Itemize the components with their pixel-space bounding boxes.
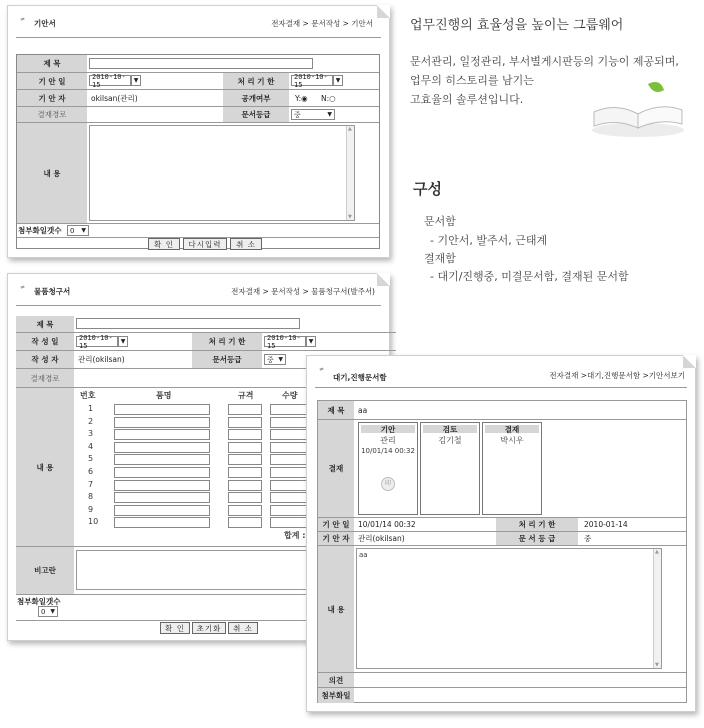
view-body-value: aa bbox=[359, 551, 368, 559]
order-route-label: 결재경로 bbox=[16, 369, 74, 387]
order-row-spec-input[interactable] bbox=[228, 442, 262, 453]
intro-section-2: 결재함 bbox=[424, 252, 456, 265]
order-panel: ≠ 물품청구서 전자결재 > 문서작성 > 물품청구서(발주서) 제 목 작 성 일 2010-10-15 ▼ 처 리 기 한 2010-10-15 ▼ 작 성 자 관리(okilsan) 문서등급 중 ▼ 결재경로 내 용 번호 품명 규격 수량 1 2 3 4 5 6 7 8 9 10 합계 : 비고란 첨부화일갯수 0 ▼ 확 인 초기화 취 소 bbox=[7, 273, 390, 641]
draft-grade-label: 문서등급 bbox=[223, 107, 289, 122]
approval-head-1: 기안 bbox=[361, 425, 415, 433]
approval-date-1: 10/01/14 00:32 bbox=[361, 447, 415, 455]
order-row-spec-input[interactable] bbox=[228, 429, 262, 440]
view-body-label: 내 용 bbox=[318, 546, 354, 672]
order-row-name-input[interactable] bbox=[114, 454, 210, 465]
view-subject-value: aa bbox=[358, 405, 368, 415]
draft-title: 기안서 bbox=[34, 19, 56, 28]
order-row-qty-input[interactable] bbox=[270, 492, 310, 503]
intro-item-2: - 대기/진행중, 미결문서함, 결재된 문서함 bbox=[430, 270, 629, 283]
order-attach-value: 0 bbox=[41, 607, 46, 616]
draft-panel: ≠ 기안서 전자결재 > 문서작성 > 기안서 제 목 기 안 일 2010-10-15 ▼ 처 리 기 한 2010-10-15 ▼ 기 안 자 okilsan(관리) 공개여부 Y: ◉ N: ○ 결재경로 문서등급 중 ▼ 내 용 ▲ ▼ 첨부화일갯수 0 ▼ 확 인 다시입력 취 소 bbox=[7, 5, 390, 258]
order-row-spec-input[interactable] bbox=[228, 454, 262, 465]
order-row-number: 3 bbox=[88, 429, 94, 439]
order-row-qty-input[interactable] bbox=[270, 517, 310, 528]
draft-reenter-button[interactable]: 다시입력 bbox=[183, 238, 227, 250]
order-row-number: 10 bbox=[88, 517, 99, 527]
order-body-label: 내 용 bbox=[16, 388, 74, 546]
draft-ok-button[interactable]: 확 인 bbox=[148, 238, 180, 250]
draft-form bbox=[16, 54, 380, 249]
order-row-number: 9 bbox=[88, 504, 94, 514]
order-row-spec-input[interactable] bbox=[228, 505, 262, 516]
approval-head-2: 검토 bbox=[423, 425, 477, 433]
draft-grade-select[interactable]: 중 ▼ bbox=[291, 109, 335, 120]
draft-public-n[interactable]: N: ○ bbox=[321, 93, 336, 103]
order-subject-input[interactable] bbox=[76, 318, 300, 329]
order-deadline-dropdown[interactable]: ▼ bbox=[306, 336, 316, 347]
order-row-spec-input[interactable] bbox=[228, 517, 262, 528]
order-deadline-input[interactable]: 2010-10-15 bbox=[264, 336, 306, 347]
order-row-qty-input[interactable] bbox=[270, 417, 310, 428]
order-breadcrumb: 전자결재 > 문서작성 > 물품청구서(발주서) bbox=[231, 287, 375, 296]
draft-author-value: okilsan(관리) bbox=[91, 93, 138, 103]
order-row-name-input[interactable] bbox=[114, 492, 210, 503]
order-row-qty-input[interactable] bbox=[270, 480, 310, 491]
view-grade-value: 중 bbox=[584, 534, 592, 543]
draft-date-input[interactable]: 2010-10-15 bbox=[89, 75, 131, 86]
view-deadline-value: 2010-01-14 bbox=[584, 520, 628, 529]
order-row-qty-input[interactable] bbox=[270, 505, 310, 516]
draft-deadline-input[interactable]: 2010-10-15 bbox=[291, 75, 333, 86]
order-deadline-label: 처 리 기 한 bbox=[192, 333, 262, 350]
view-date-label: 기 안 일 bbox=[318, 518, 354, 531]
order-col-qty: 수량 bbox=[282, 391, 298, 400]
order-row-name-input[interactable] bbox=[114, 467, 210, 478]
approval-box-3 bbox=[482, 422, 542, 515]
order-cancel-button[interactable]: 취 소 bbox=[228, 622, 258, 634]
draft-route-label: 결재경로 bbox=[17, 107, 87, 122]
view-title: 대기,진행문서함 bbox=[333, 373, 387, 382]
approval-name-1: 관리 bbox=[380, 436, 396, 445]
order-subject-label: 제 목 bbox=[16, 316, 74, 332]
view-author-value: 관리(okilsan) bbox=[358, 534, 405, 543]
order-ok-button[interactable]: 확 인 bbox=[160, 622, 190, 634]
draft-subject-input[interactable] bbox=[89, 58, 313, 69]
draft-body-textarea[interactable] bbox=[89, 125, 355, 221]
draft-author-label: 기 안 자 bbox=[17, 90, 87, 106]
order-reset-button[interactable]: 초기화 bbox=[192, 622, 226, 634]
view-grade-label: 문 서 등 급 bbox=[496, 532, 578, 545]
view-date-value: 10/01/14 00:32 bbox=[358, 520, 416, 529]
order-row-number: 8 bbox=[88, 492, 94, 502]
order-row-spec-input[interactable] bbox=[228, 417, 262, 428]
order-col-spec: 규격 bbox=[238, 391, 254, 400]
approval-stamp-icon: 印 bbox=[381, 477, 395, 491]
order-date-label: 작 성 일 bbox=[16, 333, 74, 350]
order-row-name-input[interactable] bbox=[114, 505, 210, 516]
order-grade-label: 문서등급 bbox=[192, 351, 262, 368]
order-row-spec-input[interactable] bbox=[228, 480, 262, 491]
order-row-number: 1 bbox=[88, 404, 94, 413]
draft-subject-label: 제 목 bbox=[17, 55, 87, 72]
intro-title: 업무진행의 효율성을 높이는 그룹웨어 bbox=[410, 18, 624, 33]
order-col-no: 번호 bbox=[80, 391, 96, 400]
view-attach-label: 첨부화일 bbox=[318, 688, 354, 703]
intro-line-1: 문서관리, 일정관리, 부서별게시판등의 기능이 제공되며, bbox=[410, 55, 679, 68]
draft-body-label: 내 용 bbox=[17, 123, 87, 223]
order-row-name-input[interactable] bbox=[114, 404, 210, 415]
order-row-qty-input[interactable] bbox=[270, 442, 310, 453]
view-breadcrumb: 전자결재 >대기,진행문서함 >기안서보기 bbox=[549, 371, 685, 380]
view-opinion-label: 의견 bbox=[318, 673, 354, 687]
draft-date-label: 기 안 일 bbox=[17, 73, 87, 89]
view-panel: ≠ 대기,진행문서함 전자결재 >대기,진행문서함 >기안서보기 제 목 aa 결재 기안 관리 10/01/14 00:32 印 검토 김기철 결재 박시우 기 안 일 10/01/14 00:32 처 리 기 한 2010-01-14 기 안 자 관리(okilsan) 문 서 등 급 중 내 용 aa ▲ ▼ 의견 첨부화일 bbox=[306, 355, 696, 712]
draft-attach-select[interactable]: 0 ▼ bbox=[67, 225, 89, 236]
public-y-label: Y: bbox=[295, 93, 302, 103]
approval-name-3: 박시우 bbox=[500, 436, 524, 445]
order-col-name: 품명 bbox=[156, 391, 172, 400]
draft-date-dropdown[interactable]: ▼ bbox=[131, 75, 141, 86]
view-author-label: 기 안 자 bbox=[318, 532, 354, 545]
view-body-textarea[interactable] bbox=[356, 548, 662, 669]
approval-head-3: 결재 bbox=[485, 425, 539, 433]
order-row-qty-input[interactable] bbox=[270, 467, 310, 478]
draft-breadcrumb: 전자결재 > 문서작성 > 기안서 bbox=[271, 19, 373, 28]
public-n-label: N: bbox=[321, 93, 330, 103]
order-row-name-input[interactable] bbox=[114, 429, 210, 440]
draft-public-y[interactable]: Y: ◉ bbox=[295, 93, 308, 103]
intro-heading: 구성 bbox=[413, 180, 442, 198]
order-grade-value: 중 bbox=[267, 355, 274, 364]
order-note-label: 비고란 bbox=[16, 547, 74, 594]
order-date-dropdown[interactable]: ▼ bbox=[118, 336, 128, 347]
view-deadline-label: 처 리 기 한 bbox=[496, 518, 578, 531]
intro-line-2: 업무의 히스토리를 남기는 bbox=[410, 74, 534, 87]
order-note-textarea[interactable] bbox=[76, 550, 316, 590]
intro-section-1: 문서함 bbox=[424, 215, 456, 228]
order-row-name-input[interactable] bbox=[114, 442, 210, 453]
intro-item-1: - 기안서, 발주서, 근태계 bbox=[430, 234, 548, 247]
order-author-value: 관리(okilsan) bbox=[78, 355, 125, 364]
order-row-number: 5 bbox=[88, 454, 94, 464]
draft-grade-value: 중 bbox=[294, 110, 301, 119]
order-row-qty-input[interactable] bbox=[270, 429, 310, 440]
order-grade-select[interactable]: 중 ▼ bbox=[264, 354, 286, 365]
view-form bbox=[317, 400, 687, 703]
order-row-number: 2 bbox=[88, 416, 94, 426]
order-attach-select[interactable]: 0 ▼ bbox=[38, 606, 58, 617]
book-illustration bbox=[588, 80, 688, 140]
view-approve-label: 결재 bbox=[318, 420, 354, 517]
draft-attach-value: 0 bbox=[70, 226, 75, 235]
order-row-number: 4 bbox=[88, 441, 94, 451]
draft-attach-label: 첨부화일갯수 bbox=[18, 225, 62, 235]
draft-deadline-dropdown[interactable]: ▼ bbox=[333, 75, 343, 86]
order-row-spec-input[interactable] bbox=[228, 492, 262, 503]
order-row-name-input[interactable] bbox=[114, 480, 210, 491]
order-row-spec-input[interactable] bbox=[228, 404, 262, 415]
order-row-number: 6 bbox=[88, 467, 94, 476]
draft-deadline-label: 처 리 기 한 bbox=[223, 73, 289, 89]
order-row-number: 7 bbox=[88, 479, 94, 489]
order-date-input[interactable]: 2010-10-15 bbox=[76, 336, 118, 347]
approval-name-2: 김기철 bbox=[438, 436, 462, 445]
intro-line-3: 고효율의 솔루션입니다. bbox=[410, 93, 524, 106]
draft-public-label: 공개여부 bbox=[223, 90, 289, 106]
order-attach-label: 첨부화일갯수 bbox=[17, 596, 61, 606]
order-row-spec-input[interactable] bbox=[228, 467, 262, 478]
order-row-qty-input[interactable] bbox=[270, 404, 310, 415]
approval-box-2 bbox=[420, 422, 480, 515]
view-subject-label: 제 목 bbox=[318, 401, 354, 419]
order-title: 물품청구서 bbox=[34, 287, 71, 296]
order-row-qty-input[interactable] bbox=[270, 454, 310, 465]
order-author-label: 작 성 자 bbox=[16, 351, 74, 368]
order-row-name-input[interactable] bbox=[114, 417, 210, 428]
draft-cancel-button[interactable]: 취 소 bbox=[230, 238, 262, 250]
order-row-name-input[interactable] bbox=[114, 517, 210, 528]
order-total-label: 합계 : bbox=[284, 531, 306, 540]
approval-box-1 bbox=[358, 422, 418, 515]
